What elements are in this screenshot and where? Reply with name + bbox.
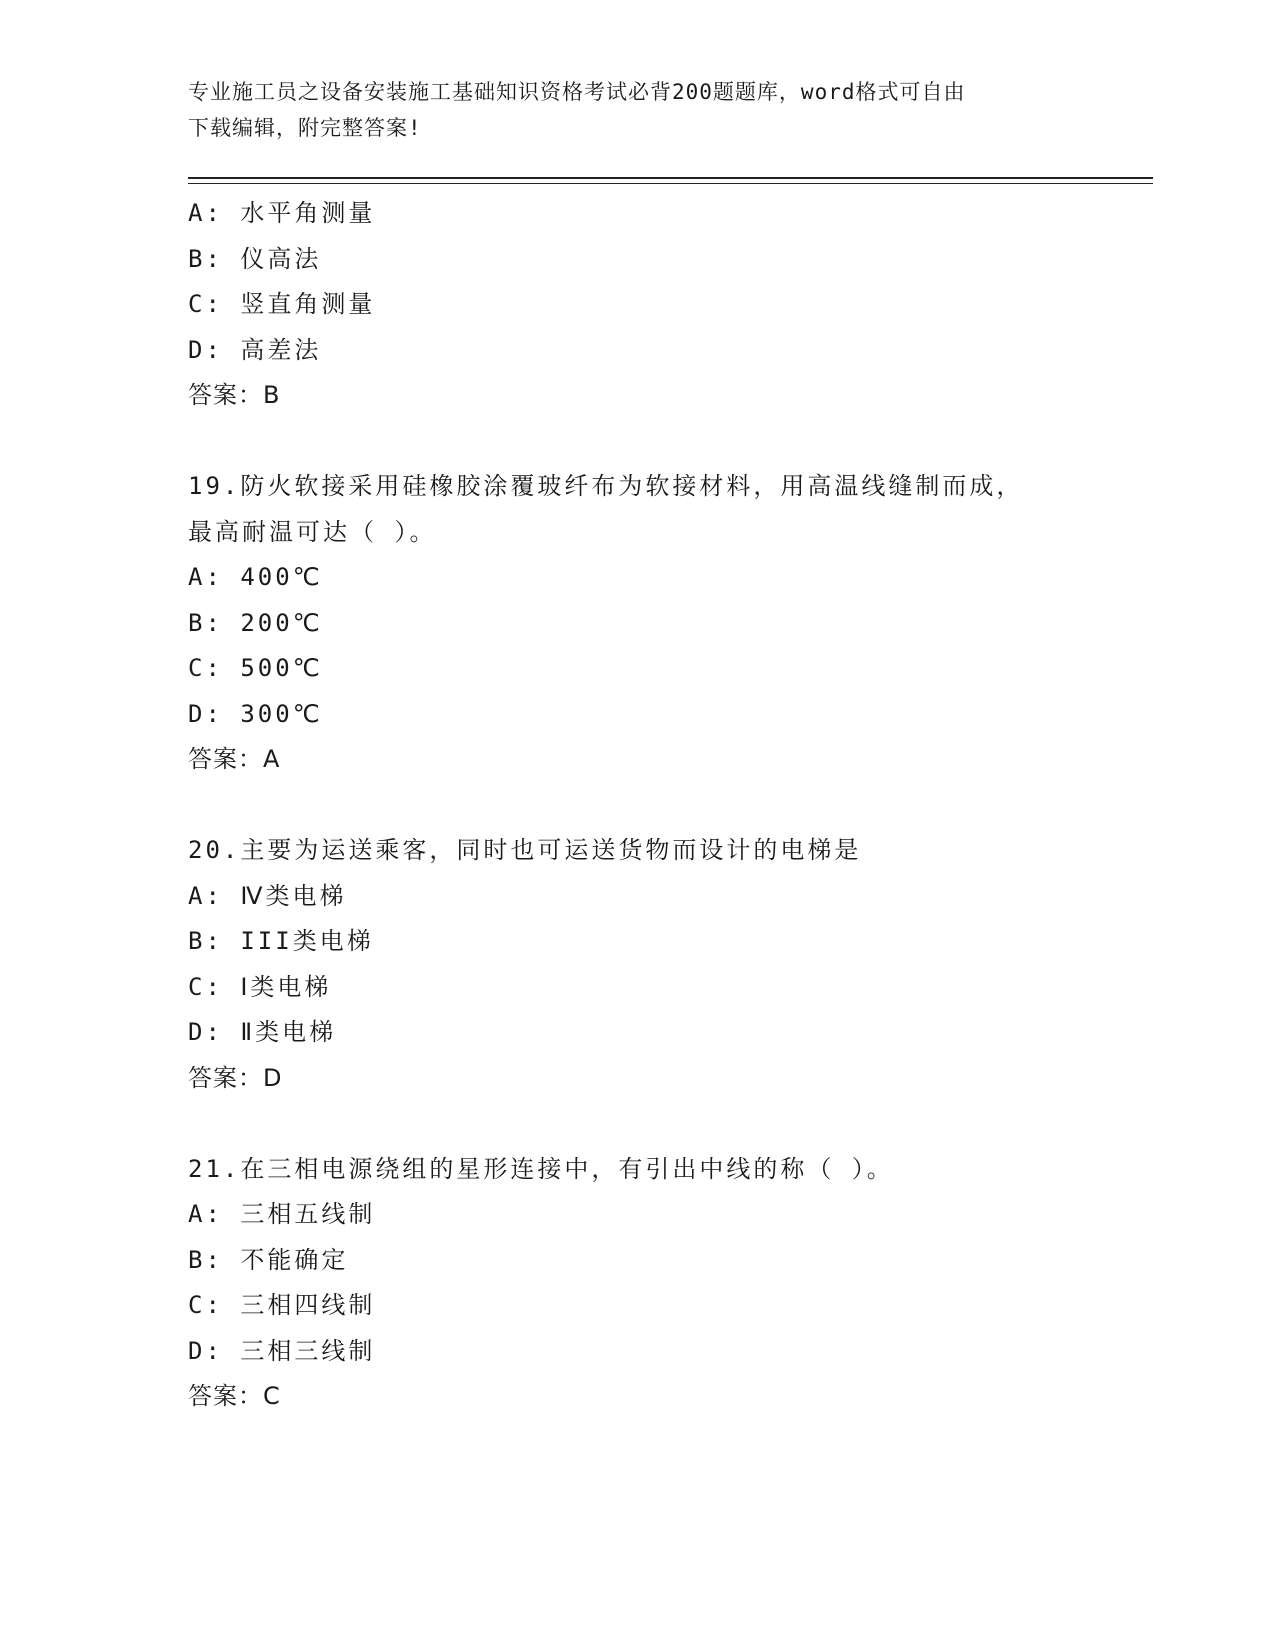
- question-stem-line-1: 19.防火软接采用硅橡胶涂覆玻纤布为软接材料，用高温线缝制而成，: [188, 472, 1024, 500]
- option-d: D: 三相三线制: [188, 1336, 376, 1365]
- option-c: C: 三相四线制: [188, 1291, 376, 1319]
- spacer: [188, 419, 1088, 465]
- option-c: C: Ⅰ类电梯: [188, 972, 332, 1001]
- option-a: A: Ⅳ类电梯: [188, 881, 347, 910]
- option-a: A: 400℃: [188, 563, 323, 591]
- question-stem-line-1: 21.在三相电源绕组的星形连接中，有引出中线的称（ ）。: [188, 1154, 894, 1183]
- spacer: [188, 783, 1088, 829]
- document-header: [188, 74, 1068, 146]
- answer-line: 答案：C: [188, 1382, 281, 1410]
- option-b: B: 不能确定: [188, 1245, 349, 1274]
- question-list: [188, 191, 1088, 1420]
- question-stem-line-1: 20.主要为运送乘客，同时也可运送货物而设计的电梯是: [188, 836, 862, 864]
- option-b: B: 仪高法: [188, 244, 322, 273]
- option-c: C: 竖直角测量: [188, 290, 376, 318]
- spacer: [188, 1101, 1088, 1147]
- option-a: A: 水平角测量: [188, 199, 376, 227]
- answer-line: 答案：B: [188, 381, 281, 409]
- option-d: D: 高差法: [188, 335, 322, 364]
- question-block-20: [188, 828, 1088, 1101]
- answer-line: 答案：A: [188, 745, 281, 773]
- answer-line: 答案：D: [188, 1063, 283, 1092]
- question-block-19: [188, 464, 1088, 783]
- option-d: D: Ⅱ类电梯: [188, 1018, 337, 1046]
- header-line-2: 下载编辑，附完整答案!: [188, 116, 422, 140]
- question-stem-line-2: 最高耐温可达（ ）。: [188, 517, 437, 546]
- question-block-prev: [188, 191, 1088, 419]
- question-block-21: [188, 1147, 1088, 1420]
- option-a: A: 三相五线制: [188, 1200, 376, 1228]
- option-d: D: 300℃: [188, 699, 323, 728]
- option-b: B: III类电梯: [188, 927, 374, 955]
- header-divider-thick: [188, 177, 1153, 179]
- option-b: B: 200℃: [188, 608, 323, 637]
- header-divider-thin: [188, 183, 1153, 184]
- option-c: C: 500℃: [188, 654, 323, 682]
- header-line-1: 专业施工员之设备安装施工基础知识资格考试必背200题题库，word格式可自由: [188, 80, 966, 104]
